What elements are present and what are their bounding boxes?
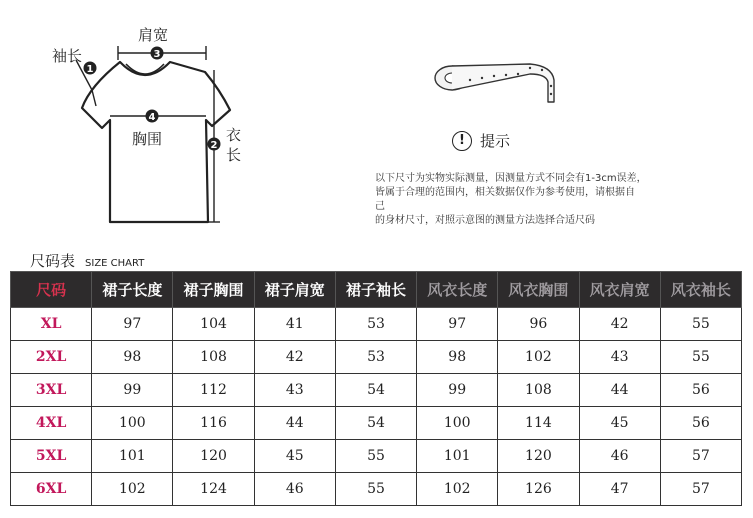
marker-4-label: 4 xyxy=(148,112,156,123)
table-cell: 4XL xyxy=(11,407,92,440)
table-cell: 57 xyxy=(660,440,741,473)
table-cell: 2XL xyxy=(11,341,92,374)
table-cell: 46 xyxy=(254,473,335,506)
table-cell: 116 xyxy=(173,407,254,440)
tip-line-1: 以下尺寸为实物实际测量，因测量方式不同会有1-3cm误差， xyxy=(375,173,647,184)
table-cell: 3XL xyxy=(11,374,92,407)
shoulder-label: 肩宽 xyxy=(138,26,169,44)
tip-line-3: 己 xyxy=(375,201,385,212)
size-chart-title: 尺码表 xyxy=(30,252,76,270)
table-row xyxy=(11,473,742,506)
header-size: 尺码 xyxy=(11,272,92,308)
table-cell: 5XL xyxy=(11,440,92,473)
table-cell: 104 xyxy=(173,308,254,341)
sleeve-label: 袖长 xyxy=(52,47,83,65)
tip-note xyxy=(375,172,675,228)
table-cell: 102 xyxy=(92,473,173,506)
table-cell: 101 xyxy=(92,440,173,473)
table-cell: 53 xyxy=(335,308,416,341)
table-cell: 108 xyxy=(498,374,579,407)
table-cell: 41 xyxy=(254,308,335,341)
table-cell: 124 xyxy=(173,473,254,506)
table-cell: 98 xyxy=(417,341,498,374)
table-cell: 99 xyxy=(417,374,498,407)
table-cell: 56 xyxy=(660,374,741,407)
table-cell: 120 xyxy=(173,440,254,473)
table-cell: 120 xyxy=(498,440,579,473)
table-cell: 44 xyxy=(254,407,335,440)
table-cell: 108 xyxy=(173,341,254,374)
tip-header xyxy=(452,130,510,151)
table-cell: 44 xyxy=(579,374,660,407)
tip-line-2: 皆属于合理的范围内，相关数据仅作为参考使用，请根据自 xyxy=(375,187,635,198)
length-label-bottom: 长 xyxy=(226,146,242,164)
table-cell: 43 xyxy=(579,341,660,374)
table-cell: 102 xyxy=(498,341,579,374)
table-row xyxy=(11,374,742,407)
table-cell: XL xyxy=(11,308,92,341)
table-cell: 55 xyxy=(335,473,416,506)
header-dress-sleeve: 裙子袖长 xyxy=(335,272,416,308)
table-row xyxy=(11,407,742,440)
table-cell: 57 xyxy=(660,473,741,506)
table-cell: 99 xyxy=(92,374,173,407)
marker-3-label: 3 xyxy=(153,49,161,60)
table-cell: 96 xyxy=(498,308,579,341)
table-cell: 45 xyxy=(579,407,660,440)
table-cell: 46 xyxy=(579,440,660,473)
size-chart-subtitle: SIZE CHART xyxy=(85,258,145,269)
header-dress-length: 裙子长度 xyxy=(92,272,173,308)
table-cell: 101 xyxy=(417,440,498,473)
table-cell: 98 xyxy=(92,341,173,374)
tip-line-4: 的身材尺寸，对照示意图的测量方法选择合适尺码 xyxy=(375,215,595,226)
exclamation-icon: ! xyxy=(452,131,472,151)
size-table xyxy=(10,271,742,506)
header-coat-length: 风衣长度 xyxy=(417,272,498,308)
length-label-top: 衣 xyxy=(226,126,242,144)
table-cell: 43 xyxy=(254,374,335,407)
header-dress-chest: 裙子胸围 xyxy=(173,272,254,308)
table-cell: 6XL xyxy=(11,473,92,506)
table-cell: 55 xyxy=(335,440,416,473)
table-cell: 42 xyxy=(254,341,335,374)
table-cell: 56 xyxy=(660,407,741,440)
table-row xyxy=(11,440,742,473)
header-coat-chest: 风衣胸围 xyxy=(498,272,579,308)
header-coat-shoulder: 风衣肩宽 xyxy=(579,272,660,308)
header-dress-shoulder: 裙子肩宽 xyxy=(254,272,335,308)
table-cell: 55 xyxy=(660,308,741,341)
table-cell: 42 xyxy=(579,308,660,341)
measurement-diagram xyxy=(40,10,270,235)
table-cell: 54 xyxy=(335,407,416,440)
size-table-header-row xyxy=(11,272,742,308)
header-coat-sleeve: 风衣袖长 xyxy=(660,272,741,308)
table-cell: 55 xyxy=(660,341,741,374)
table-cell: 112 xyxy=(173,374,254,407)
table-cell: 114 xyxy=(498,407,579,440)
table-cell: 100 xyxy=(417,407,498,440)
marker-2-label: 2 xyxy=(210,140,218,151)
table-cell: 47 xyxy=(579,473,660,506)
table-cell: 100 xyxy=(92,407,173,440)
table-cell: 53 xyxy=(335,341,416,374)
size-chart-heading xyxy=(30,250,144,271)
table-cell: 45 xyxy=(254,440,335,473)
tip-title: 提示 xyxy=(480,132,511,150)
tape-measure-icon xyxy=(430,58,560,108)
table-cell: 54 xyxy=(335,374,416,407)
table-cell: 126 xyxy=(498,473,579,506)
marker-1-label: 1 xyxy=(86,64,94,75)
table-cell: 102 xyxy=(417,473,498,506)
table-cell: 97 xyxy=(417,308,498,341)
chest-label: 胸围 xyxy=(132,130,163,148)
table-row xyxy=(11,308,742,341)
table-cell: 97 xyxy=(92,308,173,341)
table-row xyxy=(11,341,742,374)
